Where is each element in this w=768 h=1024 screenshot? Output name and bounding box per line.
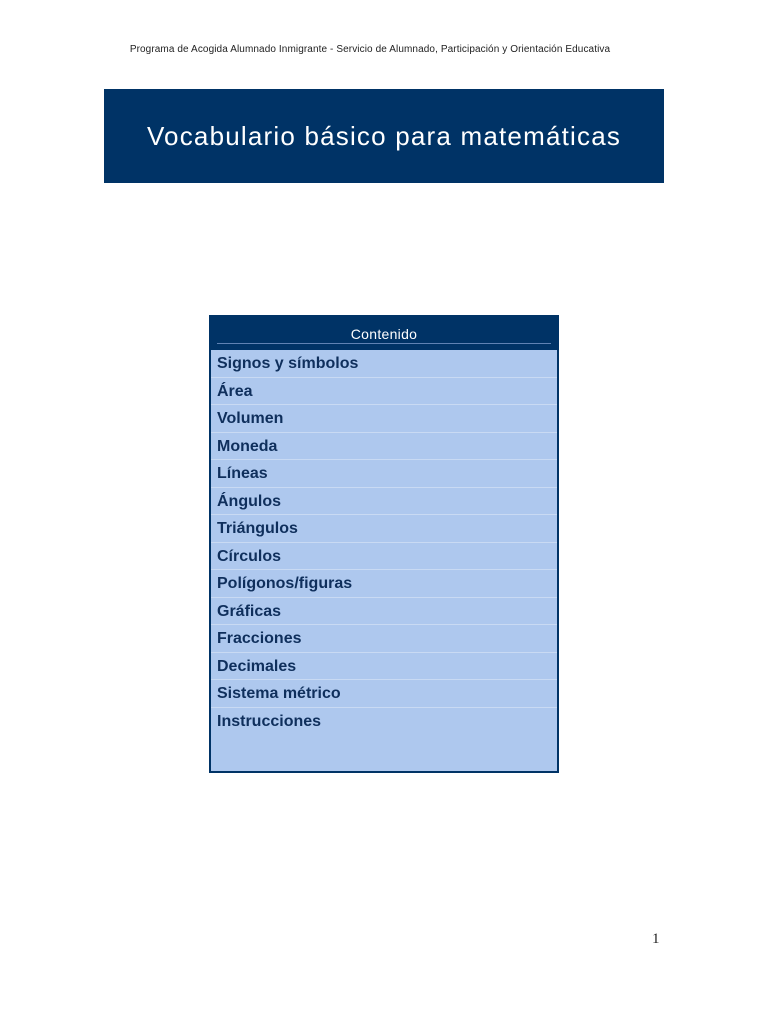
toc-item-sistema-metrico[interactable]: Sistema métrico	[211, 680, 557, 708]
toc-item-circulos[interactable]: Círculos	[211, 543, 557, 571]
toc-item-instrucciones[interactable]: Instrucciones	[217, 712, 322, 730]
toc-item-moneda[interactable]: Moneda	[211, 433, 557, 461]
toc-item-poligonos-figuras[interactable]: Polígonos/figuras	[211, 570, 557, 598]
toc-item-area[interactable]: Área	[211, 378, 557, 406]
toc-item-angulos[interactable]: Ángulos	[211, 488, 557, 516]
table-of-contents	[209, 315, 559, 773]
title-banner	[104, 89, 664, 183]
page-header: Programa de Acogida Alumnado Inmigrante - Servicio de Alumnado, Participación y Orientación Educativa	[129, 44, 611, 55]
toc-item-volumen[interactable]: Volumen	[211, 405, 557, 433]
toc-item-fracciones[interactable]: Fracciones	[211, 625, 557, 653]
toc-item-triangulos[interactable]: Triángulos	[211, 515, 557, 543]
page-number: 1	[652, 931, 660, 947]
toc-item-signos-y-simbolos[interactable]: Signos y símbolos	[211, 350, 557, 378]
toc-header	[211, 317, 557, 350]
toc-item-lineas[interactable]: Líneas	[211, 460, 557, 488]
toc-header-divider	[217, 343, 551, 344]
document-title: Vocabulario básico para matemáticas	[146, 120, 622, 151]
toc-heading: Contenido	[350, 326, 418, 342]
toc-item-decimales[interactable]: Decimales	[211, 653, 557, 681]
toc-list	[211, 350, 557, 735]
toc-item-graficas[interactable]: Gráficas	[211, 598, 557, 626]
